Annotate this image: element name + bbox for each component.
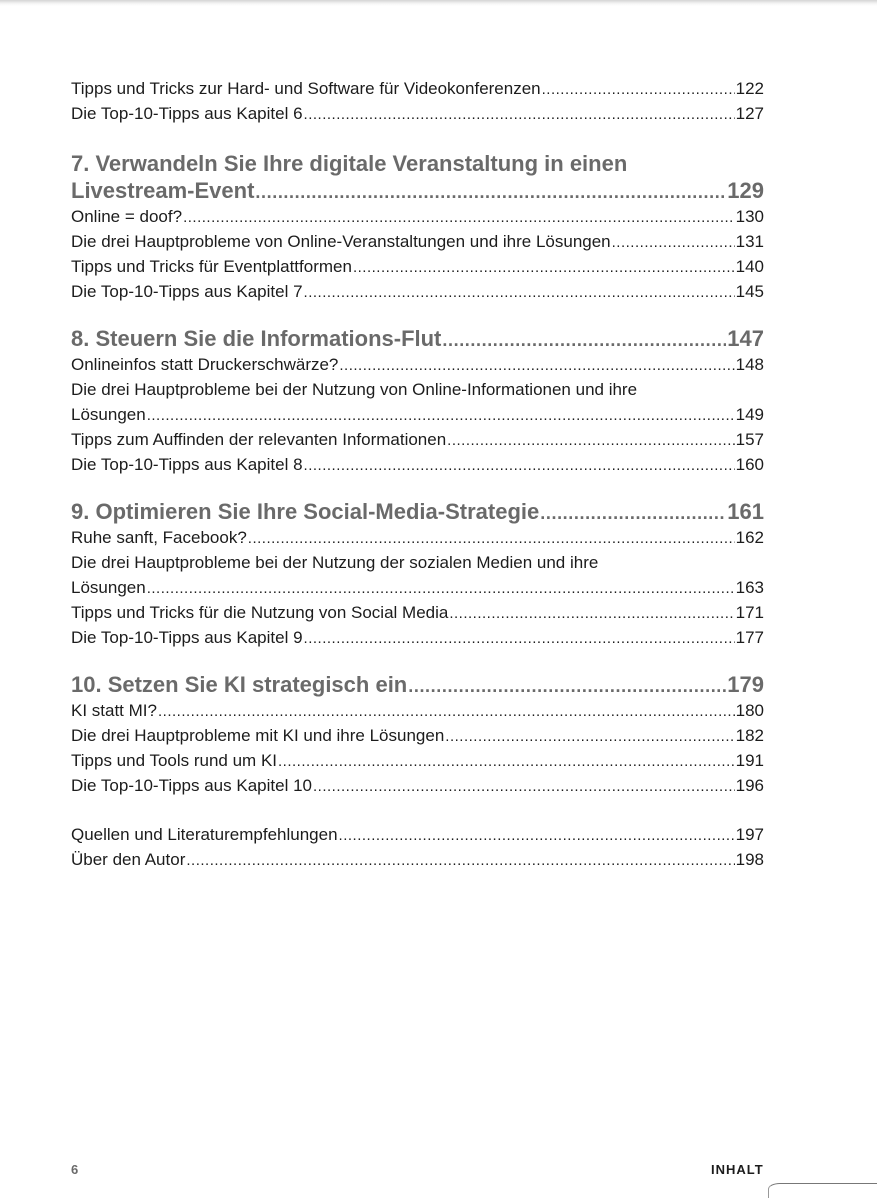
toc-entry[interactable] xyxy=(71,377,764,427)
toc-entry-page: 148 xyxy=(735,355,764,374)
toc-entry-title: Tipps zum Auffinden der relevanten Informationen xyxy=(71,430,447,449)
toc-entry-title: Die drei Hauptprobleme von Online-Veranstaltungen und ihre Lösungen xyxy=(71,232,611,251)
toc-entry[interactable] xyxy=(71,698,764,723)
toc-entry-title: Über den Autor xyxy=(71,850,186,869)
page-curl-edge xyxy=(768,1183,877,1198)
dot-leader xyxy=(304,102,735,127)
toc-entry-page: 182 xyxy=(735,726,764,745)
dot-leader xyxy=(278,749,735,774)
dot-leader xyxy=(612,230,735,255)
toc-entry-page: 122 xyxy=(735,79,764,98)
toc-entry[interactable] xyxy=(71,748,764,773)
chapter-title: 10. Setzen Sie KI strategisch ein xyxy=(71,672,408,697)
toc-entry-title: Online = doof? xyxy=(71,207,183,226)
dot-leader xyxy=(158,699,735,724)
toc-entry[interactable] xyxy=(71,723,764,748)
dot-leader xyxy=(255,179,726,206)
dot-leader xyxy=(183,205,735,230)
toc-entry[interactable] xyxy=(71,847,764,872)
toc-entry[interactable] xyxy=(71,773,764,798)
toc-entry-title-line: Lösungen xyxy=(71,405,146,424)
toc-entry-page: 157 xyxy=(735,430,764,449)
chapter-title: 8. Steuern Sie die Informations-Flut xyxy=(71,326,442,351)
dot-leader xyxy=(353,255,735,280)
toc-entry-page: 140 xyxy=(735,257,764,276)
chapter-heading-10[interactable] xyxy=(71,671,764,698)
toc-entry[interactable] xyxy=(71,550,764,600)
toc-entry-title-line: Die drei Hauptprobleme bei der Nutzung von Online-Informationen und ihre xyxy=(71,380,638,399)
dot-leader xyxy=(449,601,734,626)
toc-entry[interactable] xyxy=(71,525,764,550)
toc-entry-page: 145 xyxy=(735,282,764,301)
dot-leader xyxy=(540,500,726,527)
dot-leader xyxy=(304,453,735,478)
dot-leader xyxy=(339,353,734,378)
toc-entry-title: Die Top-10-Tipps aus Kapitel 7 xyxy=(71,282,303,301)
toc-entry-title-line: Lösungen xyxy=(71,578,146,597)
table-of-contents xyxy=(71,76,764,872)
chapter-title-line: 7. Verwandeln Sie Ihre digitale Veranstaltung in einen xyxy=(71,151,628,176)
toc-entry-title: Die Top-10-Tipps aus Kapitel 9 xyxy=(71,628,303,647)
dot-leader xyxy=(147,576,735,601)
chapter-heading-7[interactable] xyxy=(71,150,764,204)
toc-entry-title: Tipps und Tools rund um KI xyxy=(71,751,278,770)
dot-leader xyxy=(408,673,726,700)
toc-entry-page: 196 xyxy=(735,776,764,795)
toc-entry-title: Tipps und Tricks für die Nutzung von Social Media xyxy=(71,603,449,622)
toc-entry-page: 162 xyxy=(735,528,764,547)
toc-entry-page: 177 xyxy=(735,628,764,647)
toc-entry-page: 191 xyxy=(735,751,764,770)
toc-entry-title: Tipps und Tricks zur Hard- und Software für Videokonferenzen xyxy=(71,79,541,98)
toc-entry-title: Die Top-10-Tipps aus Kapitel 6 xyxy=(71,104,303,123)
toc-entry[interactable] xyxy=(71,254,764,279)
toc-entry-title: KI statt MI? xyxy=(71,701,157,720)
dot-leader xyxy=(339,823,735,848)
page-number: 6 xyxy=(71,1162,79,1177)
chapter-title-line: Livestream-Event xyxy=(71,178,255,203)
toc-entry-page: 180 xyxy=(735,701,764,720)
dot-leader xyxy=(442,327,726,354)
toc-entry[interactable] xyxy=(71,204,764,229)
toc-entry[interactable] xyxy=(71,452,764,477)
toc-entry-title: Ruhe sanft, Facebook? xyxy=(71,528,247,547)
chapter-heading-8[interactable] xyxy=(71,325,764,352)
toc-entry-page: 131 xyxy=(735,232,764,251)
toc-entry-page: 197 xyxy=(735,825,764,844)
toc-entry-title: Tipps und Tricks für Eventplattformen xyxy=(71,257,352,276)
toc-entry-page: 130 xyxy=(735,207,764,226)
dot-leader xyxy=(313,774,735,799)
chapter-title: 9. Optimieren Sie Ihre Social-Media-Strategie xyxy=(71,499,540,524)
chapter-page: 161 xyxy=(727,499,764,524)
toc-entry-page: 171 xyxy=(735,603,764,622)
dot-leader xyxy=(147,403,735,428)
toc-entry-page: 163 xyxy=(735,578,764,597)
chapter-heading-9[interactable] xyxy=(71,498,764,525)
toc-entry-page: 149 xyxy=(735,405,764,424)
toc-entry-title: Onlineinfos statt Druckerschwärze? xyxy=(71,355,339,374)
toc-entry-page: 160 xyxy=(735,455,764,474)
toc-entry-title: Quellen und Literaturempfehlungen xyxy=(71,825,338,844)
toc-entry-page: 198 xyxy=(735,850,764,869)
toc-entry-title: Die drei Hauptprobleme mit KI und ihre Lösungen xyxy=(71,726,445,745)
dot-leader xyxy=(248,526,735,551)
toc-entry-title: Die Top-10-Tipps aus Kapitel 10 xyxy=(71,776,312,795)
dot-leader xyxy=(304,280,735,305)
chapter-page: 147 xyxy=(727,326,764,351)
dot-leader xyxy=(304,626,735,651)
dot-leader xyxy=(447,428,734,453)
toc-entry[interactable] xyxy=(71,822,764,847)
toc-entry[interactable] xyxy=(71,600,764,625)
toc-entry-title-line: Die drei Hauptprobleme bei der Nutzung der sozialen Medien und ihre xyxy=(71,553,599,572)
dot-leader xyxy=(445,724,734,749)
toc-entry[interactable] xyxy=(71,427,764,452)
toc-entry[interactable] xyxy=(71,101,764,126)
chapter-page: 129 xyxy=(727,178,764,203)
dot-leader xyxy=(542,77,735,102)
chapter-page: 179 xyxy=(727,672,764,697)
dot-leader xyxy=(186,848,734,873)
page-top-shadow xyxy=(0,0,877,6)
toc-entry[interactable] xyxy=(71,229,764,254)
toc-entry[interactable] xyxy=(71,352,764,377)
toc-entry[interactable] xyxy=(71,76,764,101)
running-title: INHALT xyxy=(711,1162,764,1177)
toc-entry[interactable] xyxy=(71,279,764,304)
toc-entry[interactable] xyxy=(71,625,764,650)
toc-entry-title: Die Top-10-Tipps aus Kapitel 8 xyxy=(71,455,303,474)
toc-entry-page: 127 xyxy=(735,104,764,123)
